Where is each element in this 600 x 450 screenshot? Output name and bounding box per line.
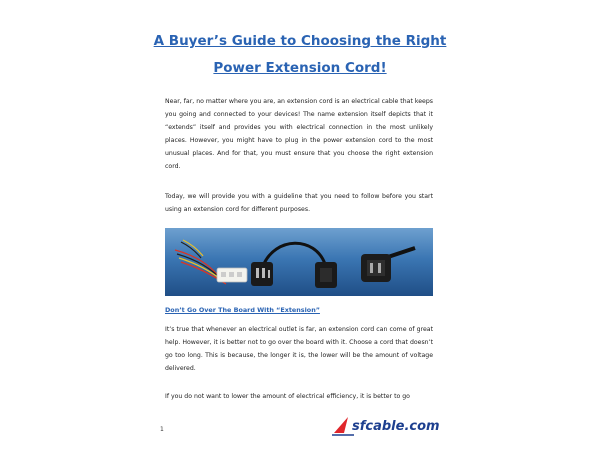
intro-paragraph: Near, far, no matter where you are, an extension cord is an electrical cable that keeps you going and connected to your devices! The name extension itself depicts that it “extends” itself and provides you with electrical connection in the most unlikely places. However, you might have to plug in the power extension cord to the most unusual places. And for that, you must ensure that you choose the right extension cord. xyxy=(165,98,433,170)
extension-cord-photo xyxy=(165,228,433,296)
section-heading[interactable]: Don’t Go Over The Board With “Extension” xyxy=(165,306,320,314)
page-number: 1 xyxy=(160,426,164,433)
cords-illustration xyxy=(165,228,433,296)
guideline-paragraph: Today, we will provide you with a guideline that you need to follow before you start using an extension cord for different purposes. xyxy=(165,193,433,213)
sfcable-logo xyxy=(330,413,440,437)
title-line-2: Power Extension Cord! xyxy=(213,60,387,76)
title-line-1: A Buyer’s Guide to Choosing the Right xyxy=(153,33,447,49)
page-title xyxy=(150,28,450,82)
extension-length-paragraph: It’s true that whenever an electrical outlet is far, an extension cord can come of great help. However, it is better not to go over the board with it. Choose a cord that doesn’t go too long. This is because, the longer it is, the lower will be the amount of voltage delivered. xyxy=(165,326,433,372)
logo-text: sfcable.com xyxy=(352,419,440,434)
efficiency-paragraph: If you do not want to lower the amount of electrical efficiency, it is better to go xyxy=(165,393,410,400)
